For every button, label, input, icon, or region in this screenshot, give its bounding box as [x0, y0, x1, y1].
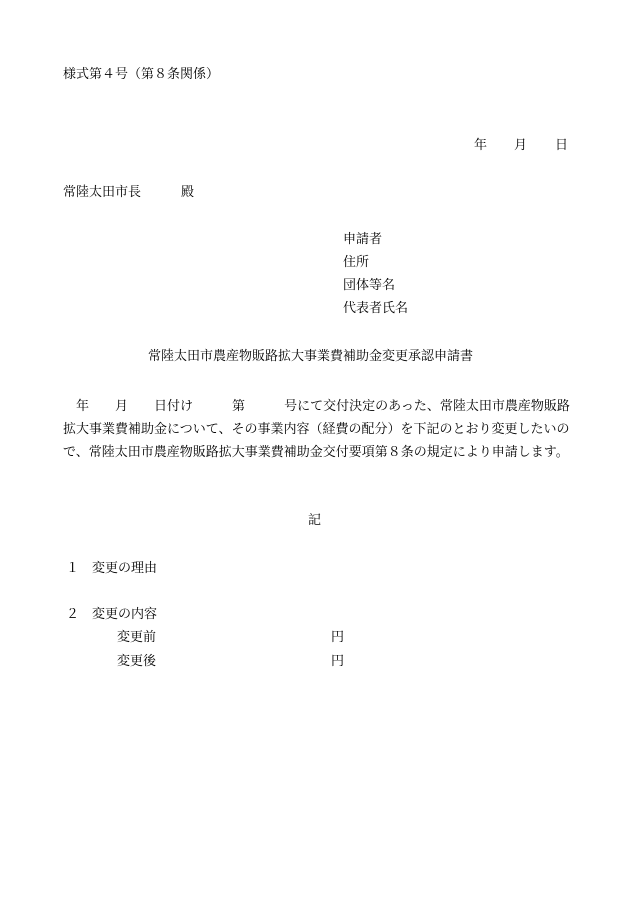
addressee-honorific: 殿 — [181, 185, 195, 200]
date-month-label: 月 — [514, 138, 528, 153]
body-month: 月 — [89, 399, 129, 414]
item-change-reason: １ 変更の理由 — [66, 561, 158, 576]
ki-heading: 記 — [308, 513, 322, 528]
form-number: 様式第４号（第８条関係） — [63, 67, 220, 82]
applicant-block — [343, 232, 408, 324]
body-date-suffix: 日付け — [128, 399, 194, 414]
before-change-label: 変更前 — [117, 630, 157, 645]
body-paragraph — [63, 395, 573, 464]
item-change-content: ２ 変更の内容 — [66, 607, 158, 622]
applicant-org-label: 団体等名 — [343, 278, 396, 293]
addressee-name: 常陸太田市長 — [63, 185, 142, 200]
body-text: 号にて交付決定のあった、常陸太田市農産物販路拡大事業費補助金について、その事業内容（経費の配分）を下記のとおり変更したいので、常陸太田市農産物販路拡大事業費補助金交付要項第８条の規定により申請します。 — [63, 399, 570, 460]
after-change-label: 変更後 — [117, 654, 157, 669]
applicant-rep-label: 代表者氏名 — [343, 301, 409, 316]
before-change-unit: 円 — [331, 630, 345, 645]
applicant-label: 申請者 — [343, 232, 383, 247]
date-year-label: 年 — [474, 138, 488, 153]
document-title: 常陸太田市農産物販路拡大事業費補助金変更承認申請書 — [148, 349, 474, 364]
after-change-unit: 円 — [331, 654, 345, 669]
body-number-prefix: 第 — [193, 399, 246, 414]
date-day-label: 日 — [555, 138, 569, 153]
applicant-address-label: 住所 — [343, 255, 370, 270]
body-year: 年 — [63, 399, 90, 414]
